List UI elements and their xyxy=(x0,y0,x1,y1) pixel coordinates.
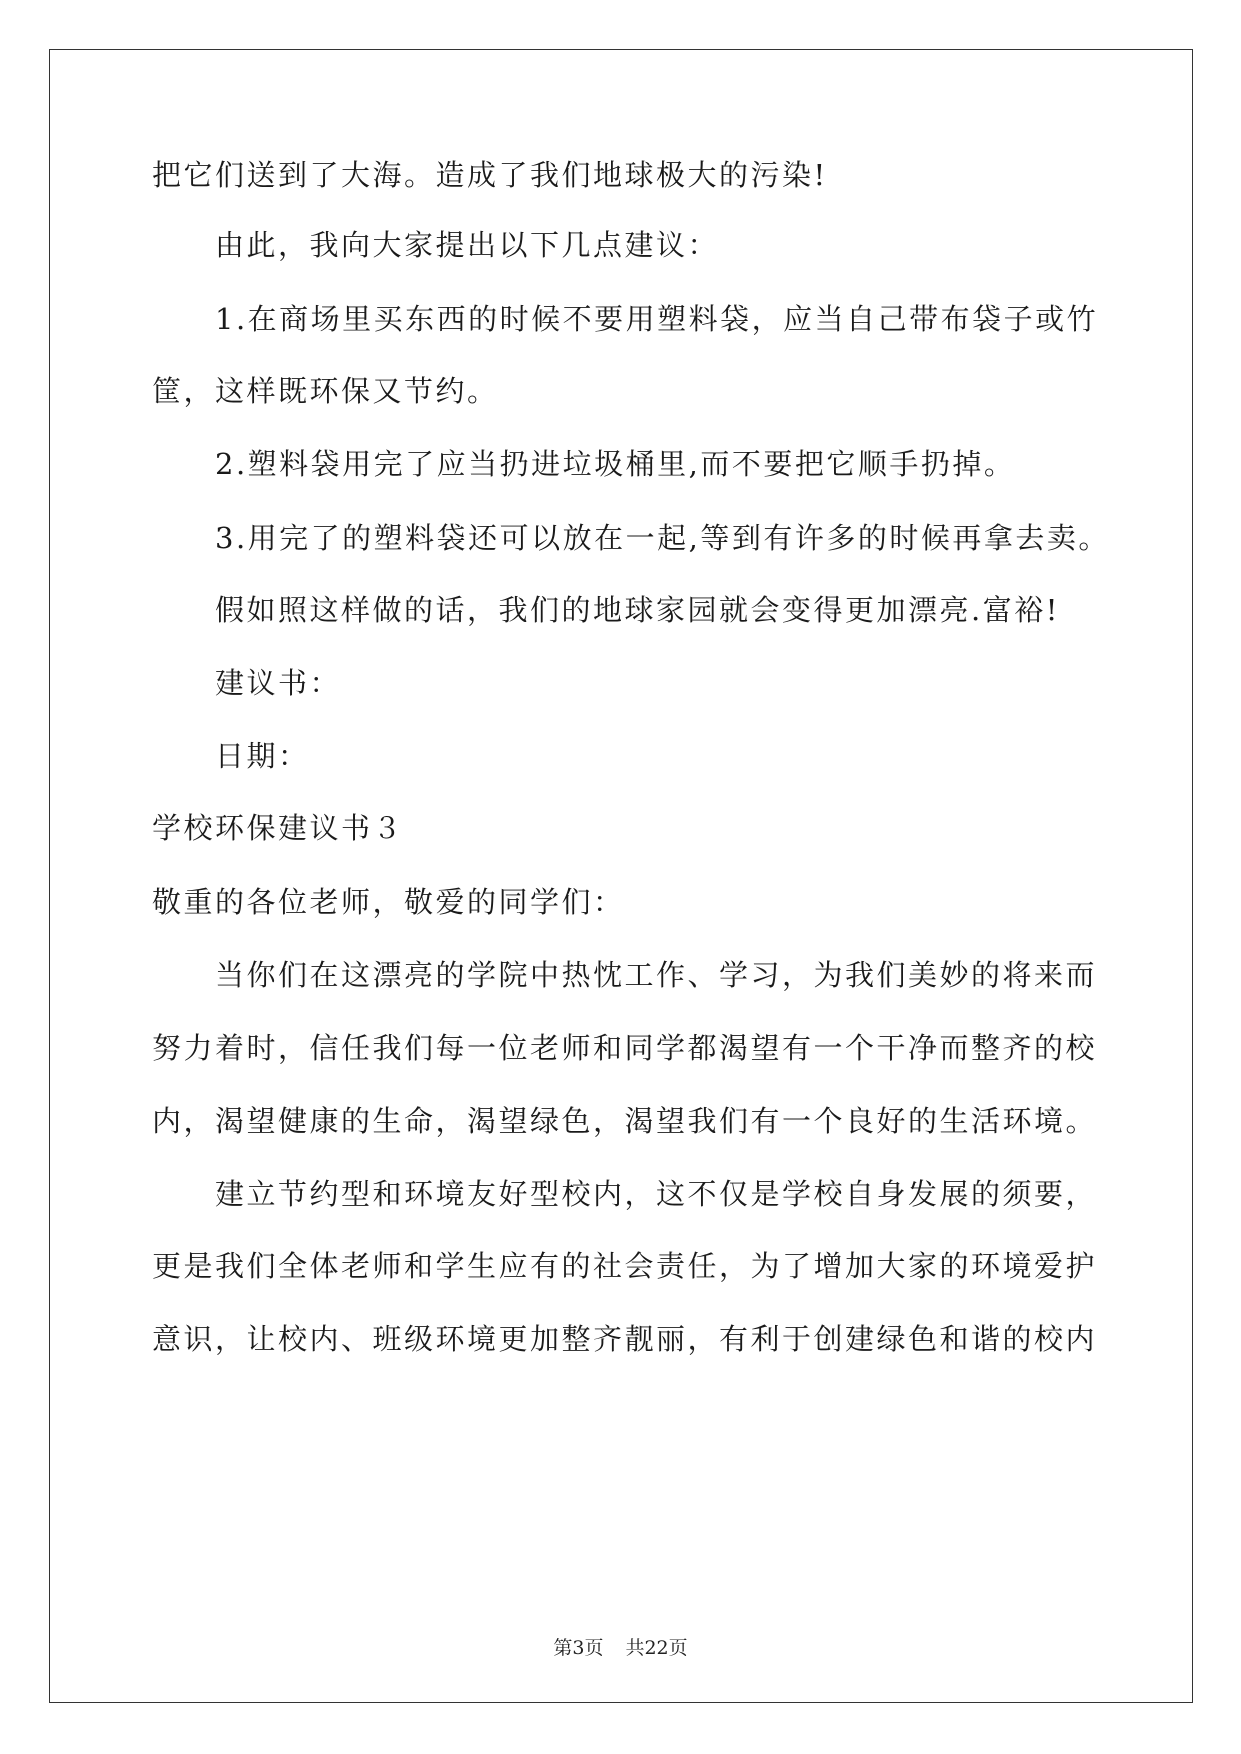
paragraph-line: 努力着时，信任我们每一位老师和同学都渴望有一个干净而整齐的校 xyxy=(152,1031,1098,1065)
date-label: 日期： xyxy=(215,739,310,773)
paragraph-line: 内，渴望健康的生命，渴望绿色，渴望我们有一个良好的生活环境。 xyxy=(152,1104,1098,1138)
list-item-1: 1.在商场里买东西的时候不要用塑料袋，应当自己带布袋子或竹 xyxy=(215,302,1099,336)
page-footer xyxy=(0,1635,1241,1661)
list-item-2: 2.塑料袋用完了应当扔进垃圾桶里,而不要把它顺手扔掉。 xyxy=(215,447,1016,481)
paragraph-line: 更是我们全体老师和学生应有的社会责任，为了增加大家的环境爱护 xyxy=(152,1249,1098,1283)
section-title: 学校环保建议书３ xyxy=(152,811,405,845)
paragraph-line: 意识，让校内、班级环境更加整齐靓丽，有利于创建绿色和谐的校内 xyxy=(152,1322,1098,1356)
signature-label: 建议书： xyxy=(215,666,342,700)
paragraph-line: 假如照这样做的话，我们的地球家园就会变得更加漂亮.富裕! xyxy=(215,593,1060,627)
page-total: 共22页 xyxy=(625,1637,688,1659)
paragraph-line: 当你们在这漂亮的学院中热忱工作、学习，为我们美妙的将来而 xyxy=(215,958,1098,992)
paragraph-line: 由此，我向大家提出以下几点建议： xyxy=(215,228,720,262)
paragraph-line: 把它们送到了大海。造成了我们地球极大的污染! xyxy=(152,158,828,192)
page-border xyxy=(49,49,1193,1703)
paragraph-line: 筐，这样既环保又节约。 xyxy=(152,374,499,408)
salutation: 敬重的各位老师，敬爱的同学们： xyxy=(152,885,625,919)
paragraph-line: 建立节约型和环境友好型校内，这不仅是学校自身发展的须要， xyxy=(215,1177,1098,1211)
list-item-3: 3.用完了的塑料袋还可以放在一起,等到有许多的时候再拿去卖。 xyxy=(215,521,1110,555)
page-number: 第3页 xyxy=(553,1637,604,1659)
